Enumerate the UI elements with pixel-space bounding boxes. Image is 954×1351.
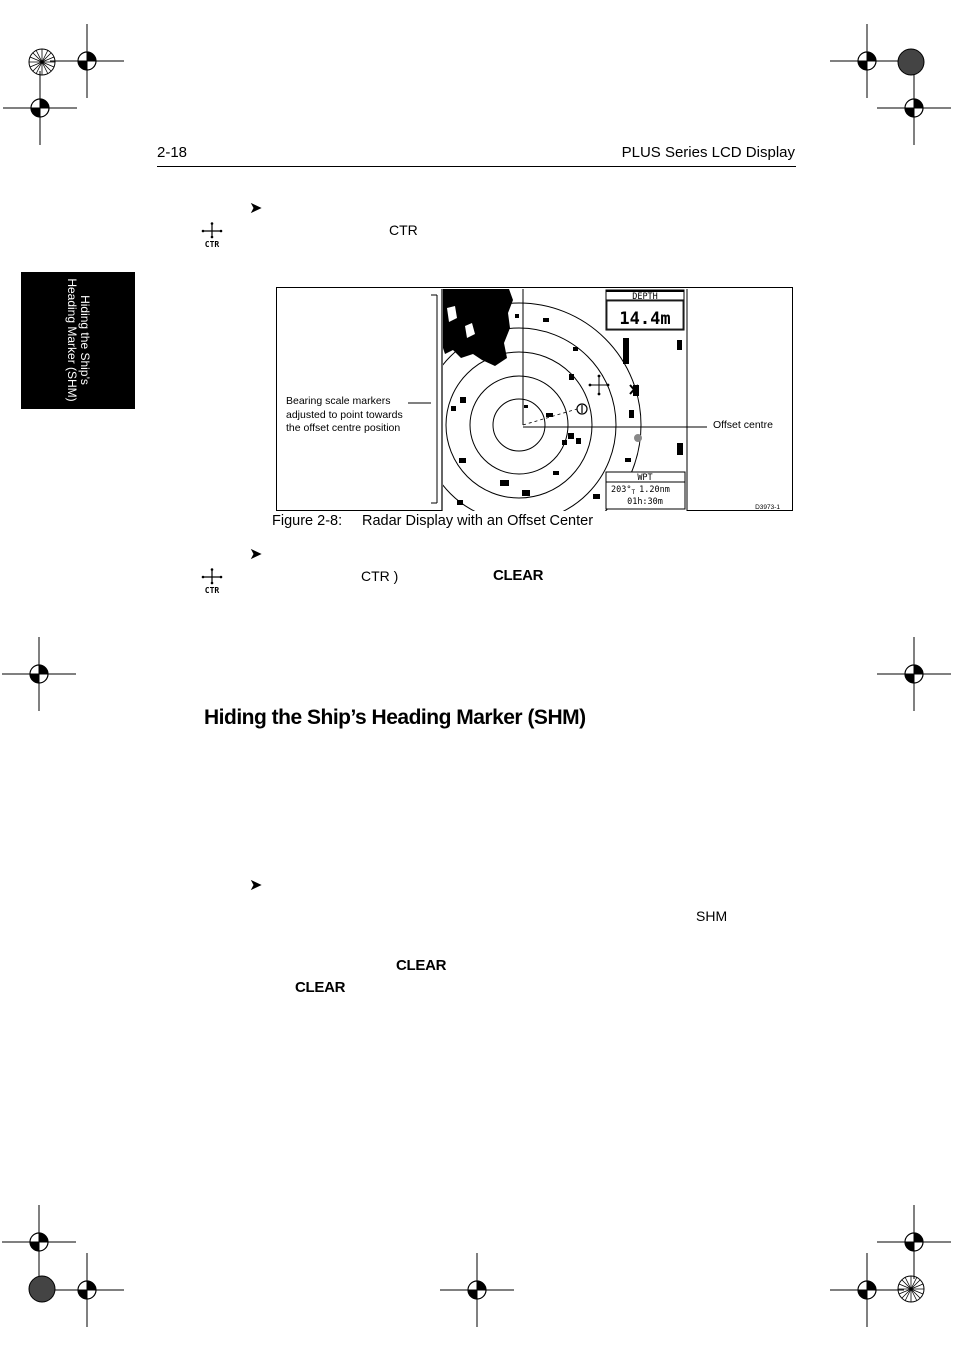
svg-text:WPT: WPT [637,473,653,483]
ctr-icon [200,568,224,594]
clear-key-label: CLEAR [396,957,447,974]
radar-figure [276,287,793,511]
figure-caption-text: Radar Display with an Offset Center [362,513,594,529]
side-tab [21,272,135,409]
page-number: 2-18 [157,144,188,161]
step-arrow-icon: ➤ [249,546,263,563]
side-tab-label: Hiding the Ship’s Heading Marker (SHM) [65,278,92,402]
figure-caption-number: Figure 2-8: [272,513,343,529]
svg-text:01h:30m: 01h:30m [627,497,663,507]
clear-key-label: CLEAR [493,567,544,584]
svg-text:CTR: CTR [204,240,220,248]
step-arrow-icon: ➤ [249,200,263,217]
section-heading: Hiding the Ship’s Heading Marker (SHM) [204,706,586,729]
svg-text:CTR: CTR [204,586,220,594]
step1-ctr-text: CTR [389,222,418,238]
header-rule [157,166,796,167]
step2-ctr-text: CTR ) [361,568,399,584]
callout-offset-centre: Offset centre [713,419,773,431]
svg-text:DEPTH: DEPTH [632,292,658,302]
svg-text:14.4m: 14.4m [619,309,671,329]
depth-box [606,290,684,330]
running-header-title: PLUS Series LCD Display [621,144,795,161]
figure-ref-code: D3973-1 [755,504,780,511]
ctr-icon [200,222,224,248]
wpt-box [606,472,685,509]
callout-bearing-markers: Bearing scale markers adjusted to point towards the offset centre position [286,395,403,434]
step-arrow-icon: ➤ [249,877,263,894]
shm-text: SHM [696,908,728,924]
svg-text:203°T1.20nm: $203^\circ_T$ 1.20nm [611,485,670,496]
clear-key-label: CLEAR [295,979,346,996]
